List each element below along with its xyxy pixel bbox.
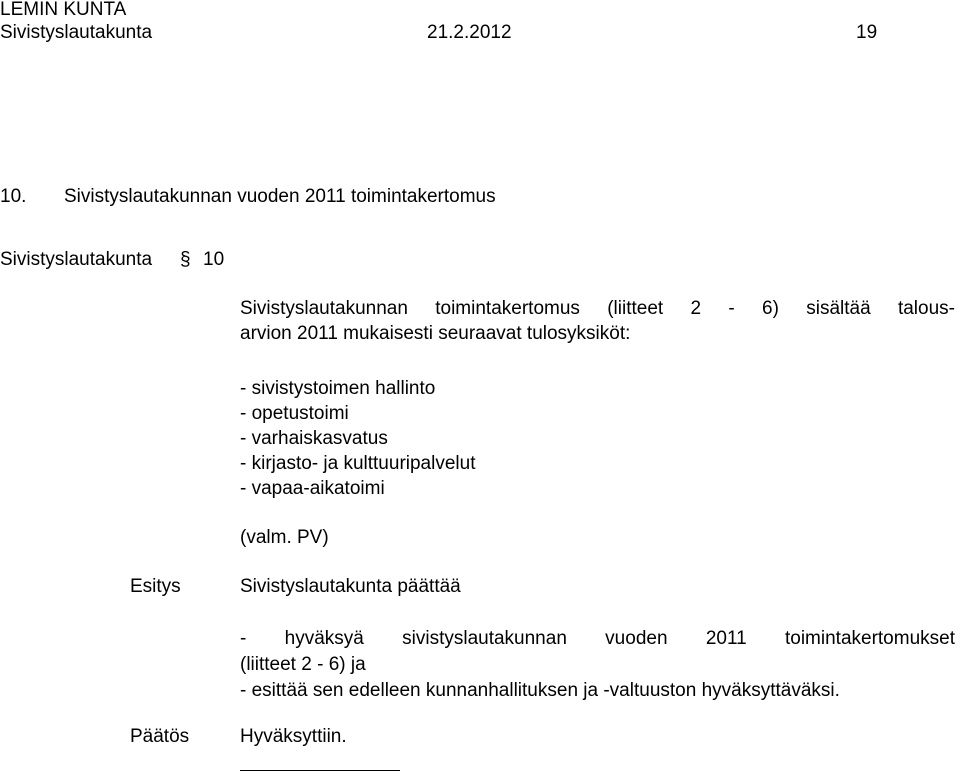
organization-name: LEMIN KUNTA — [0, 0, 127, 20]
reference-board: Sivistyslautakunta — [0, 249, 153, 270]
list-item: - kirjasto- ja kulttuuripalvelut — [240, 453, 476, 474]
proposal-item: - esittää sen edelleen kunnanhallituksen ja -valtuuston hyväksyttäväksi. — [240, 680, 840, 701]
list-item: - varhaiskasvatus — [240, 428, 388, 449]
list-item: - opetustoimi — [240, 403, 349, 424]
decision-label: Päätös — [130, 726, 190, 747]
list-item: - vapaa-aikatoimi — [240, 478, 385, 499]
divider-line — [240, 770, 400, 771]
section-sign: § — [180, 249, 191, 270]
paragraph-line: arvion 2011 mukaisesti seuraavat tulosyksiköt: — [240, 323, 631, 344]
preparer-note: (valm. PV) — [240, 527, 329, 548]
proposal-item: - hyväksyä sivistyslautakunnan vuoden 2011 toimintakertomukset — [240, 628, 955, 649]
proposal-intro: Sivistyslautakunta päättää — [240, 576, 461, 597]
section-number: 10. — [0, 186, 27, 207]
reference-number: 10 — [203, 249, 225, 270]
page-number: 19 — [856, 22, 878, 43]
proposal-label: Esitys — [130, 576, 181, 597]
unit-list — [240, 376, 475, 501]
body-paragraph — [240, 296, 955, 346]
decision-text: Hyväksyttiin. — [240, 726, 347, 747]
proposal-item: (liitteet 2 - 6) ja — [240, 654, 366, 675]
proposal-items — [240, 626, 955, 704]
section-title: Sivistyslautakunnan vuoden 2011 toimintakertomus — [64, 186, 496, 207]
list-item: - sivistystoimen hallinto — [240, 378, 436, 399]
paragraph-line: Sivistyslautakunnan toimintakertomus (liitteet 2 - 6) sisältää talous- — [240, 298, 955, 319]
board-name: Sivistyslautakunta — [0, 22, 153, 43]
meeting-date: 21.2.2012 — [427, 22, 512, 43]
